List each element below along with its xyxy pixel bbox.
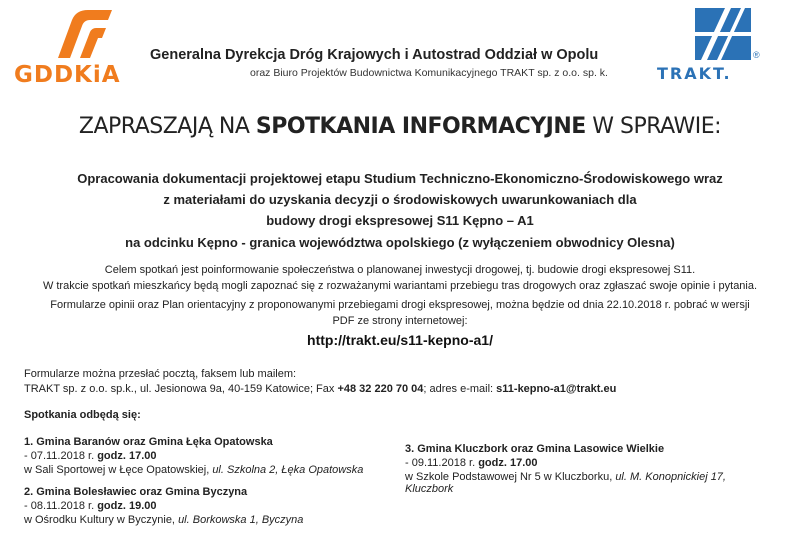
contact-address: TRAKT sp. z o.o. sp.k., ul. Jesionowa 9a, 40-159 Katowice; Fax bbox=[24, 383, 338, 395]
road-arrow-icon bbox=[54, 6, 116, 60]
trakt-road-icon bbox=[695, 8, 751, 60]
organization-subtitle: oraz Biuro Projektów Budownictwa Komunikacyjnego TRAKT sp. z o.o. sp. k. bbox=[250, 67, 608, 79]
meeting-venue: w Sali Sportowej w Łęce Opatowskiej, ul. Szkolna 2, Łęka Opatowska bbox=[24, 464, 364, 476]
meeting-datetime: - 08.11.2018 r. godz. 19.00 bbox=[24, 500, 157, 512]
contact-intro: Formularze można przesłać pocztą, faksem lub mailem: bbox=[24, 368, 297, 380]
trakt-wordmark: TRAKT. bbox=[657, 64, 732, 83]
registered-mark: ® bbox=[753, 50, 760, 60]
meeting-title: 2. Gmina Bolesławiec oraz Gmina Byczyna bbox=[24, 486, 248, 498]
trakt-logo bbox=[655, 6, 790, 84]
meeting-venue: w Szkole Podstawowej Nr 5 w Kluczborku, ul. M. Konopnickiej 17, bbox=[405, 471, 726, 483]
headline: ZAPRASZAJĄ NA SPOTKANIA INFORMACYJNE W SPRAWIE: bbox=[78, 114, 722, 139]
meeting-venue: w Ośrodku Kultury w Byczynie, ul. Borkowska 1, Byczyna bbox=[24, 514, 304, 526]
meeting-title: 1. Gmina Baranów oraz Gmina Łęka Opatowska bbox=[24, 436, 273, 448]
meeting-item-1 bbox=[24, 436, 363, 476]
organization-name: Generalna Dyrekcja Dróg Krajowych i Autostrad Oddział w Opolu bbox=[150, 47, 599, 63]
subtitle-line-2: z materiałami do uzyskania decyzji o środowiskowych uwarunkowaniach dla bbox=[163, 192, 637, 207]
purpose-text: Celem spotkań jest poinformowanie społeczeństwa o planowanej inwestycji drogowej, tj. budowie drogi ekspresowej S11. bbox=[104, 264, 696, 276]
gddkia-logo bbox=[14, 6, 144, 88]
email-address[interactable]: s11-kepno-a1@trakt.eu bbox=[496, 383, 617, 395]
forms-text: Formularze opinii oraz Plan orientacyjny z proponowanymi przebiegami drogi ekspresowej, można będzie od dnia 22.10.2018 r. pobrać w wersji bbox=[50, 299, 750, 311]
meeting-datetime: - 07.11.2018 r. godz. 17.00 bbox=[24, 450, 157, 462]
forms-text-cont: PDF ze strony internetowej: bbox=[332, 315, 468, 327]
subtitle-line-3: budowy drogi ekspresowej S11 Kępno – A1 bbox=[266, 213, 534, 228]
meeting-title: 3. Gmina Kluczbork oraz Gmina Lasowice Wielkie bbox=[405, 443, 665, 455]
meeting-datetime: - 09.11.2018 r. godz. 17.00 bbox=[405, 457, 538, 469]
consultation-text: W trakcie spotkań mieszkańcy będą mogli zapoznać się z rozważanymi wariantami przebiegu tras drogowych oraz zgłaszać swoje opinie i pytania. bbox=[42, 280, 758, 292]
contact-details: TRAKT sp. z o.o. sp.k., ul. Jesionowa 9a, 40-159 Katowice; Fax +48 32 220 70 04; adres e-mail: s11-kepno-a1@trakt.eu bbox=[24, 383, 617, 395]
meeting-item-2 bbox=[24, 486, 303, 526]
project-url[interactable]: http://trakt.eu/s11-kepno-a1/ bbox=[307, 332, 493, 348]
meeting-item-3 bbox=[405, 443, 726, 495]
subtitle-line-4: na odcinku Kępno - granica województwa opolskiego (z wyłączeniem obwodnicy Olesna) bbox=[125, 235, 675, 250]
headline-emphasis: SPOTKANIA INFORMACYJNE bbox=[255, 114, 586, 139]
fax-number: +48 32 220 70 04 bbox=[337, 383, 424, 395]
gddkia-wordmark: GDDKiA bbox=[14, 62, 121, 88]
meeting-venue-cont: Kluczbork bbox=[405, 483, 454, 495]
subtitle-line-1: Opracowania dokumentacji projektowej etapu Studium Techniczno-Ekonomiczno-Środowiskowego wraz bbox=[77, 171, 723, 186]
meetings-heading: Spotkania odbędą się: bbox=[24, 409, 141, 421]
